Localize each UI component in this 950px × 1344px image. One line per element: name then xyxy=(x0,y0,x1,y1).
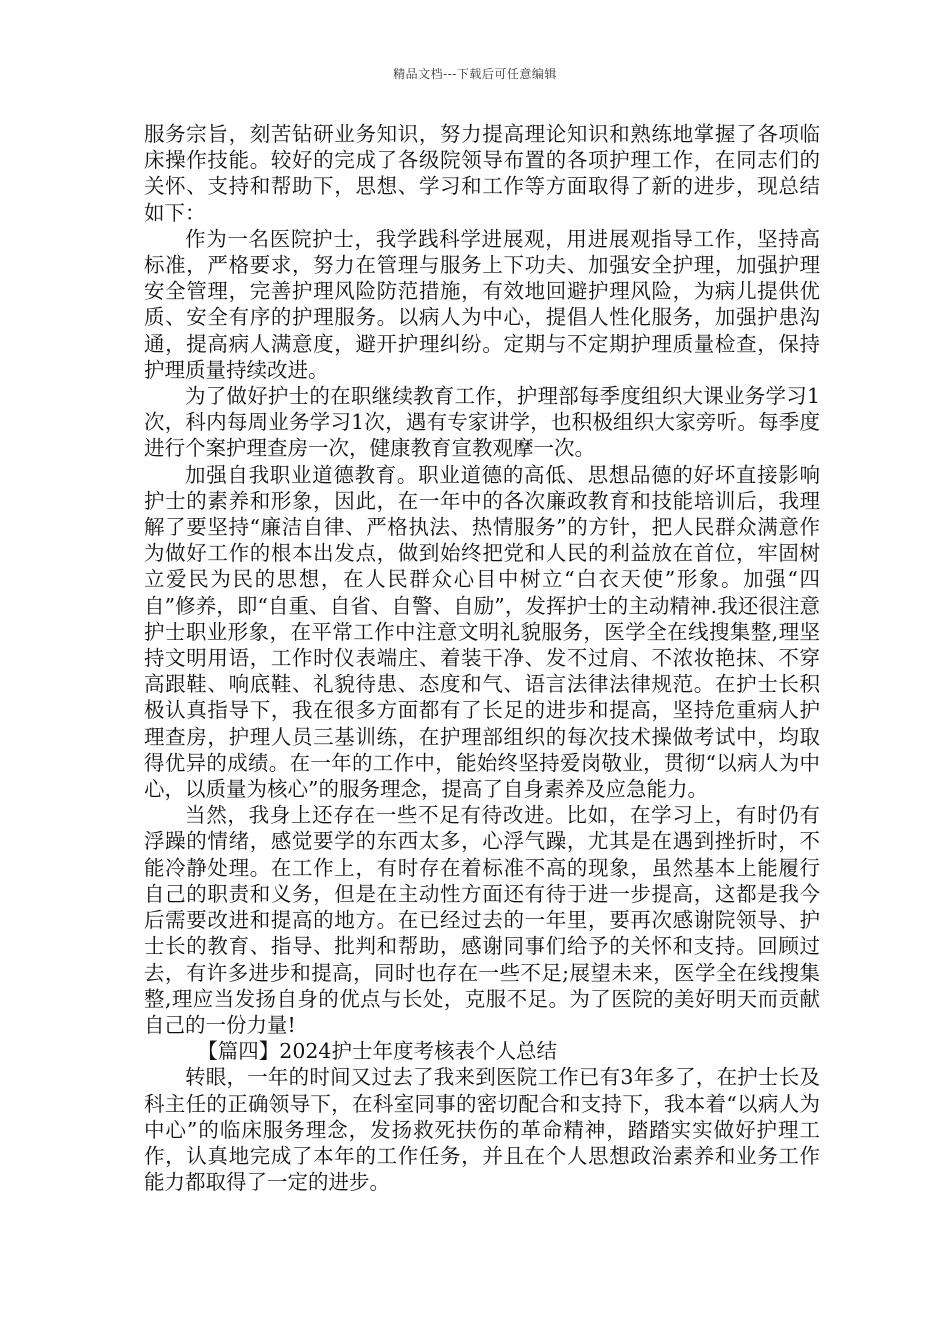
page-header: 精品文档---下载后可任意编辑 xyxy=(393,67,557,81)
paragraph-continuing-education: 为了做好护士的在职继续教育工作，护理部每季度组织大课业务学习1次，科内每周业务学习1次，遇有专家讲学，也积极组织大家旁听。每季度进行个案护理查房一次，健康教育宣教观摩一次。 xyxy=(144,384,820,461)
paragraph-continuation: 服务宗旨，刻苦钻研业务知识，努力提高理论知识和熟练地掌握了各项临床操作技能。较好的完成了各级院领导布置的各项护理工作，在同志们的关怀、支持和帮助下，思想、学习和工作等方面取得了新的进步，现总结如下： xyxy=(144,122,820,225)
section-heading: 【篇四】2024护士年度考核表个人总结 xyxy=(197,1039,557,1064)
paragraph-shortcomings: 当然，我身上还存在一些不足有待改进。比如，在学习上，有时仍有浮躁的情绪，感觉要学的东西太多，心浮气躁，尤其是在遇到挫折时，不能冷静处理。在工作上，有时存在着标准不高的现象，虽然基本上能履行自己的职责和义务，但是在主动性方面还有待于进一步提高，这都是我今后需要改进和提高的地方。在已经过去的一年里，要再次感谢院领导、护士长的教育、指导、批判和帮助，感谢同事们给予的关怀和支持。回顾过去，有许多进步和提高，同时也存在一些不足;展望未来，医学全在线搜集整,理应当发扬自身的优点与长处，克服不足。为了医院的美好明天而贡献自己的一份力量! xyxy=(144,803,820,1037)
paragraph-professional-ethics: 加强自我职业道德教育。职业道德的高低、思想品德的好坏直接影响护士的素养和形象，因此，在一年中的各次廉政教育和技能培训后，我理解了要坚持“廉洁自律、严格执法、热情服务”的方针，把人民群众满意作为做好工作的根本出发点，做到始终把党和人民的利益放在首位，牢固树立爱民为民的思想，在人民群众心目中树立“白衣天使”形象。加强“四自”修养，即“自重、自省、自警、自励”，发挥护士的主动精神.我还很注意护士职业形象，在平常工作中注意文明礼貌服务，医学全在线搜集整,理坚持文明用语，工作时仪表端庄、着装干净、发不过肩、不浓妆艳抹、不穿高跟鞋、响底鞋、礼貌待患、态度和气、语言法律法律规范。在护士长积极认真指导下，我在很多方面都有了长足的进步和提高，坚持危重病人护理查房，护理人员三基训练，在护理部组织的每次技术操做考试中，均取得优异的成绩。在一年的工作中，能始终坚持爱岗敬业，贯彻“以病人为中心，以质量为核心”的服务理念，提高了自身素养及应急能力。 xyxy=(144,462,820,802)
document-body xyxy=(144,121,820,1195)
paragraph-section-four-intro: 转眼，一年的时间又过去了我来到医院工作已有3年多了，在护士长及科主任的正确领导下，在科室同事的密切配合和支持下，我本着“以病人为中心”的临床服务理念，发扬救死扶伤的革命精神，踏踏实实做好护理工作，认真地完成了本年的工作任务，并且在个人思想政治素养和业务工作能力都取得了一定的进步。 xyxy=(144,1065,820,1195)
paragraph-nursing-practice: 作为一名医院护士，我学践科学进展观，用进展观指导工作，坚持高标准，严格要求，努力在管理与服务上下功夫、加强安全护理，加强护理安全管理，完善护理风险防范措施，有效地回避护理风险，为病儿提供优质、安全有序的护理服务。以病人为中心，提倡人性化服务，加强护患沟通，提高病人满意度，避开护理纠纷。定期与不定期护理质量检查，保持护理质量持续改进。 xyxy=(144,226,820,382)
